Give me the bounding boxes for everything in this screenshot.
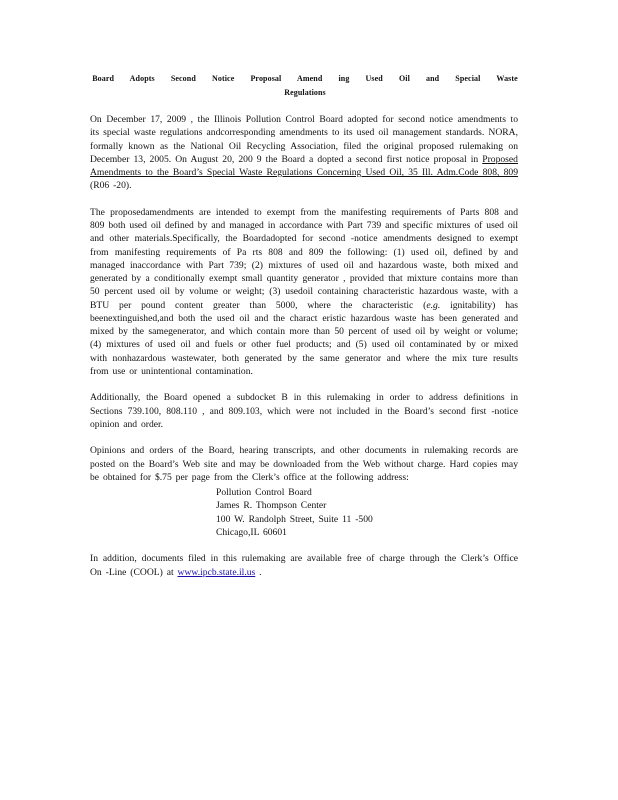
document-body [90, 113, 518, 592]
docket-number: (R06 -20). [90, 180, 132, 192]
address-line-4: Chicago,IL 60601 [216, 526, 287, 538]
website-link[interactable]: www.ipcb.state.il.us [177, 566, 256, 578]
paragraph-proposed-tail: ignitability) has beenextinguished,and both the used oil and the charact eristic hazardous waste has been generated and mixed by the samegenerator, and which contain more than 50 percent of used oil by weight or volume; (4) mixtures of used oil and fuels or other fuel products; and (5) used oil contaminated by or mixed with nonhazardous wastewater, both generated by the same generator and where the mix ture results from use or unintentional contamination. [90, 299, 519, 377]
eg-italic: e.g. [426, 299, 441, 311]
paragraph-cool [90, 552, 518, 579]
paragraph-subdocket [90, 391, 518, 431]
paragraph-adoption-text: On December 17, 2009 , the Illinois Pollution Control Board adopted for second notice amendments to its special waste regulations andcorresponding amendments to its used oil management standards. NORA, formally known as the National Oil Recycling Association, filed the original proposed rulemaking on December 13, 2005. On August 20, 200 9 the Board a dopted a second first notice proposal in [90, 114, 518, 165]
address-line-3: 100 W. Randolph Street, Suite 11 -500 [216, 513, 373, 525]
rulemaking-title-underlined: Proposed Amendments to the Board’s Special Waste Regulations Concerning Used Oil, 35 Ill. Adm.Code 808, 809 [90, 153, 518, 178]
title-line-1: Board Adopts Second Notice Proposal Amend ing Used Oil and Special Waste [92, 74, 518, 83]
paragraph-adoption [90, 113, 518, 193]
paragraph-proposed-text: The proposedamendments are intended to exempt from the manifesting requirements of Parts 808 and 809 both used oil defined by and managed in accordance with Part 739 and specific mixtures of used oil and other materials.Specifically, the Boardadopted for second -notice amendments designed to exempt from manifesting requirements of Pa rts 808 and 809 the following: (1) used oil, defined by and managed inaccordance with Part 739; (2) mixtures of used oil and hazardous waste, both mixed and generated by a conditionally exempt small quantity generator , provided that mixture contains more than 50 percent used oil by volume or weight; (3) usedoil containing characteristic hazardous waste, with a BTU per pound content greater than 5000, where the characteristic ( [90, 206, 518, 311]
paragraph-opinions-text: Opinions and orders of the Board, hearing transcripts, and other documents in rulemaking records are posted on the Board’s Web site and may be downloaded from the Web without charge. Hard copies may be obtained for $.75 per page from the Clerk’s office at the following address: [90, 445, 518, 483]
paragraph-proposed-amendments [90, 206, 518, 378]
address-line-1: Pollution Control Board [216, 487, 312, 498]
paragraph-cool-text: In addition, documents filed in this rulemaking are available free of charge through the Clerk’s Office On -Line (COOL) at [90, 553, 518, 578]
paragraph-cool-tail: . [255, 566, 262, 578]
paragraph-opinions [90, 444, 518, 484]
paragraph-subdocket-text: Additionally, the Board opened a subdocket B in this rulemaking in order to address definitions in Sections 739.100, 808.110 , and 809.103, which were not included in the Board’s second first -notice opinion and order. [90, 392, 518, 430]
clerk-address-block [90, 486, 518, 539]
address-line-2: James R. Thompson Center [216, 500, 327, 512]
title-line-2: Regulations [284, 88, 326, 97]
document-title [90, 72, 520, 100]
